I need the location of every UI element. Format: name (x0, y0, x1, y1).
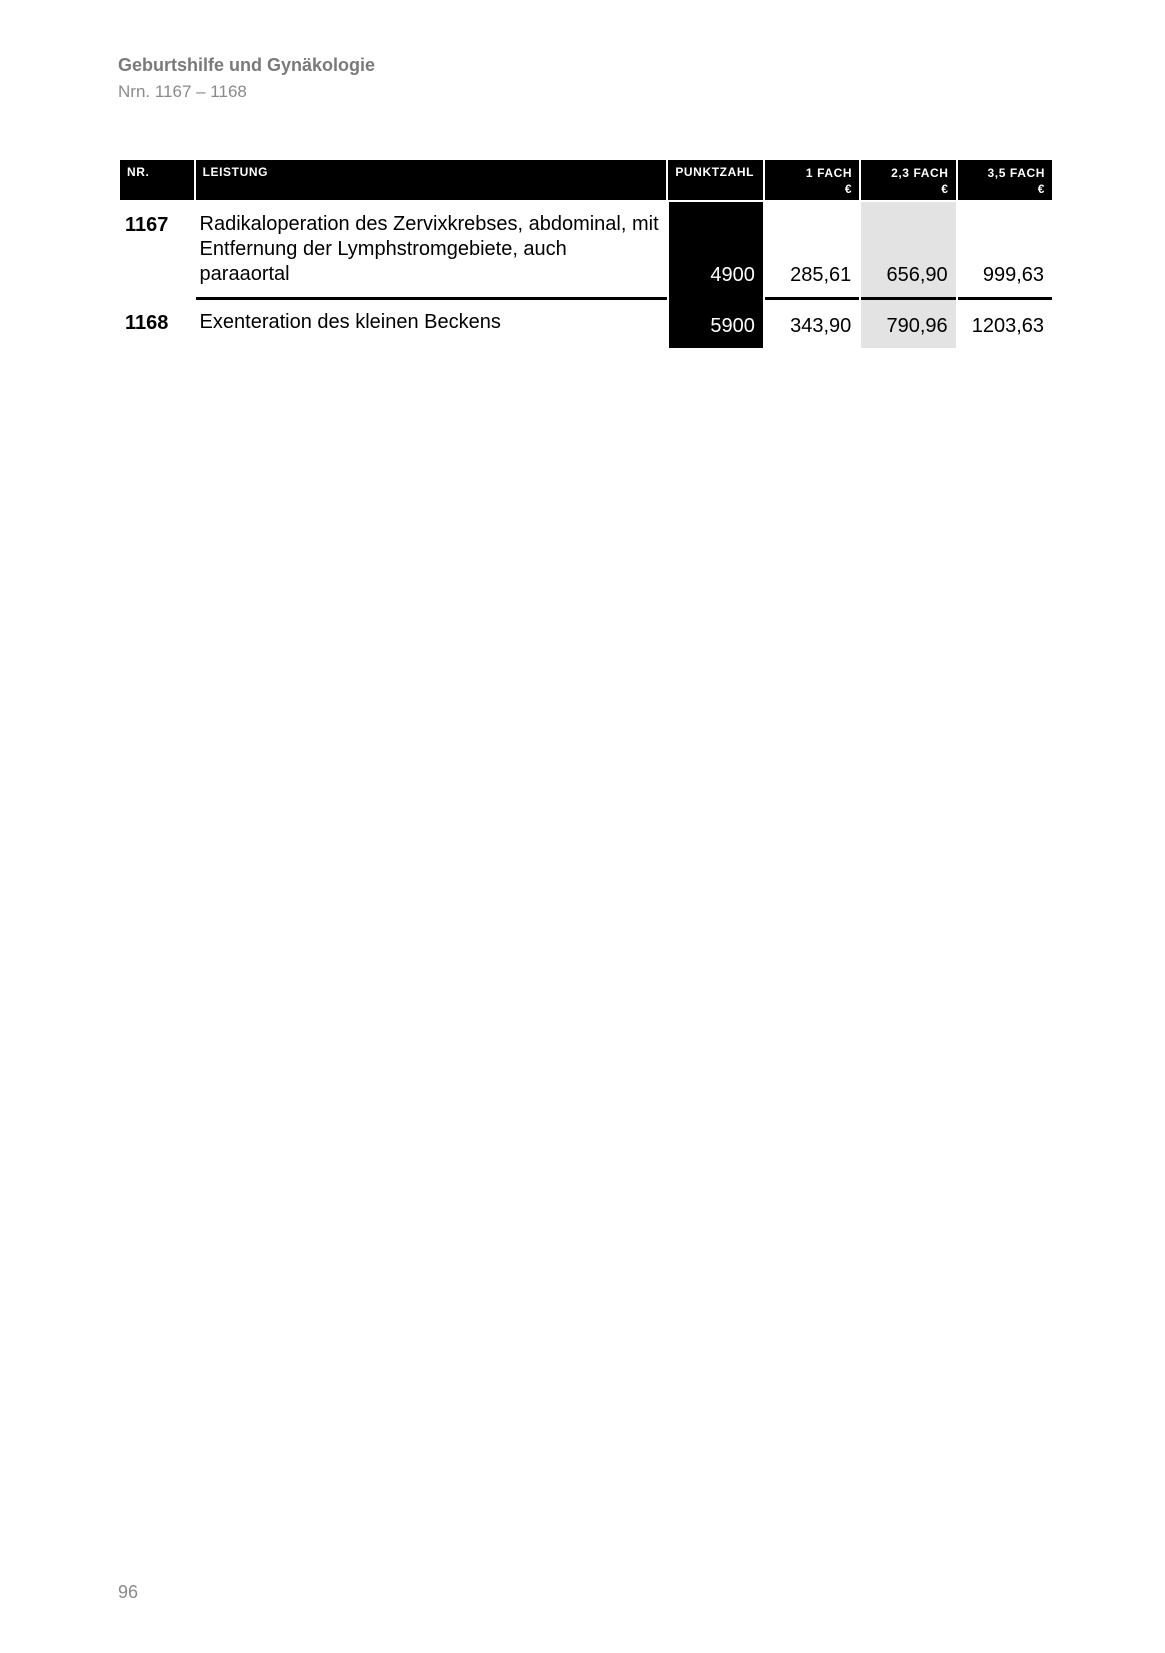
page-number: 96 (118, 1582, 139, 1602)
row-punktzahl-value: 5900 (710, 315, 755, 337)
row-nr: 1168 (125, 312, 169, 334)
row-leistung: Radikaloperation des Zervixkrebses, abdominal, mit Entfernung der Lymphstromgebiete, auch paraaortal (196, 202, 667, 300)
row-fach35 (958, 202, 1052, 300)
row-fach1-value: 343,90 (790, 315, 852, 337)
section-title: Geburtshilfe und Gynäkologie (118, 55, 376, 75)
column-header-fach23-label: 2,3 FACH (891, 166, 949, 180)
table-row (120, 202, 1052, 300)
row-punktzahl (669, 202, 763, 300)
column-header-punktzahl: PUNKTZAHL (668, 160, 762, 200)
column-header-fach35 (958, 160, 1052, 200)
column-header-fach35-currency: € (1037, 182, 1045, 196)
row-fach35 (958, 300, 1052, 348)
row-fach1 (765, 202, 859, 300)
column-header-fach23 (861, 160, 955, 200)
column-header-leistung: LEISTUNG (196, 160, 667, 200)
row-fach23 (861, 300, 955, 348)
row-nr: 1167 (125, 214, 169, 236)
column-header-fach1-currency: € (844, 182, 853, 196)
row-fach1-value: 285,61 (790, 264, 852, 286)
row-fach23-value: 656,90 (886, 264, 948, 286)
row-fach23-value: 790,96 (886, 315, 948, 337)
fee-table (120, 160, 1052, 348)
section-subtitle: Nrn. 1167 – 1168 (118, 82, 247, 101)
row-fach35-value: 999,63 (982, 264, 1044, 286)
row-leistung: Exenteration des kleinen Beckens (199, 311, 501, 333)
column-header-fach1-label: 1 FACH (805, 166, 853, 180)
column-header-fach23-currency: € (941, 182, 949, 196)
row-fach35-value: 1203,63 (971, 315, 1044, 337)
table-row (120, 300, 1052, 348)
column-header-fach1 (765, 160, 859, 200)
row-punktzahl-value: 4900 (710, 264, 755, 286)
row-fach23 (861, 202, 955, 300)
row-punktzahl (669, 300, 763, 348)
row-fach1 (765, 300, 859, 348)
column-header-nr: NR. (120, 160, 194, 200)
table-header-row (120, 160, 1052, 200)
column-header-fach35-label: 3,5 FACH (987, 166, 1045, 180)
